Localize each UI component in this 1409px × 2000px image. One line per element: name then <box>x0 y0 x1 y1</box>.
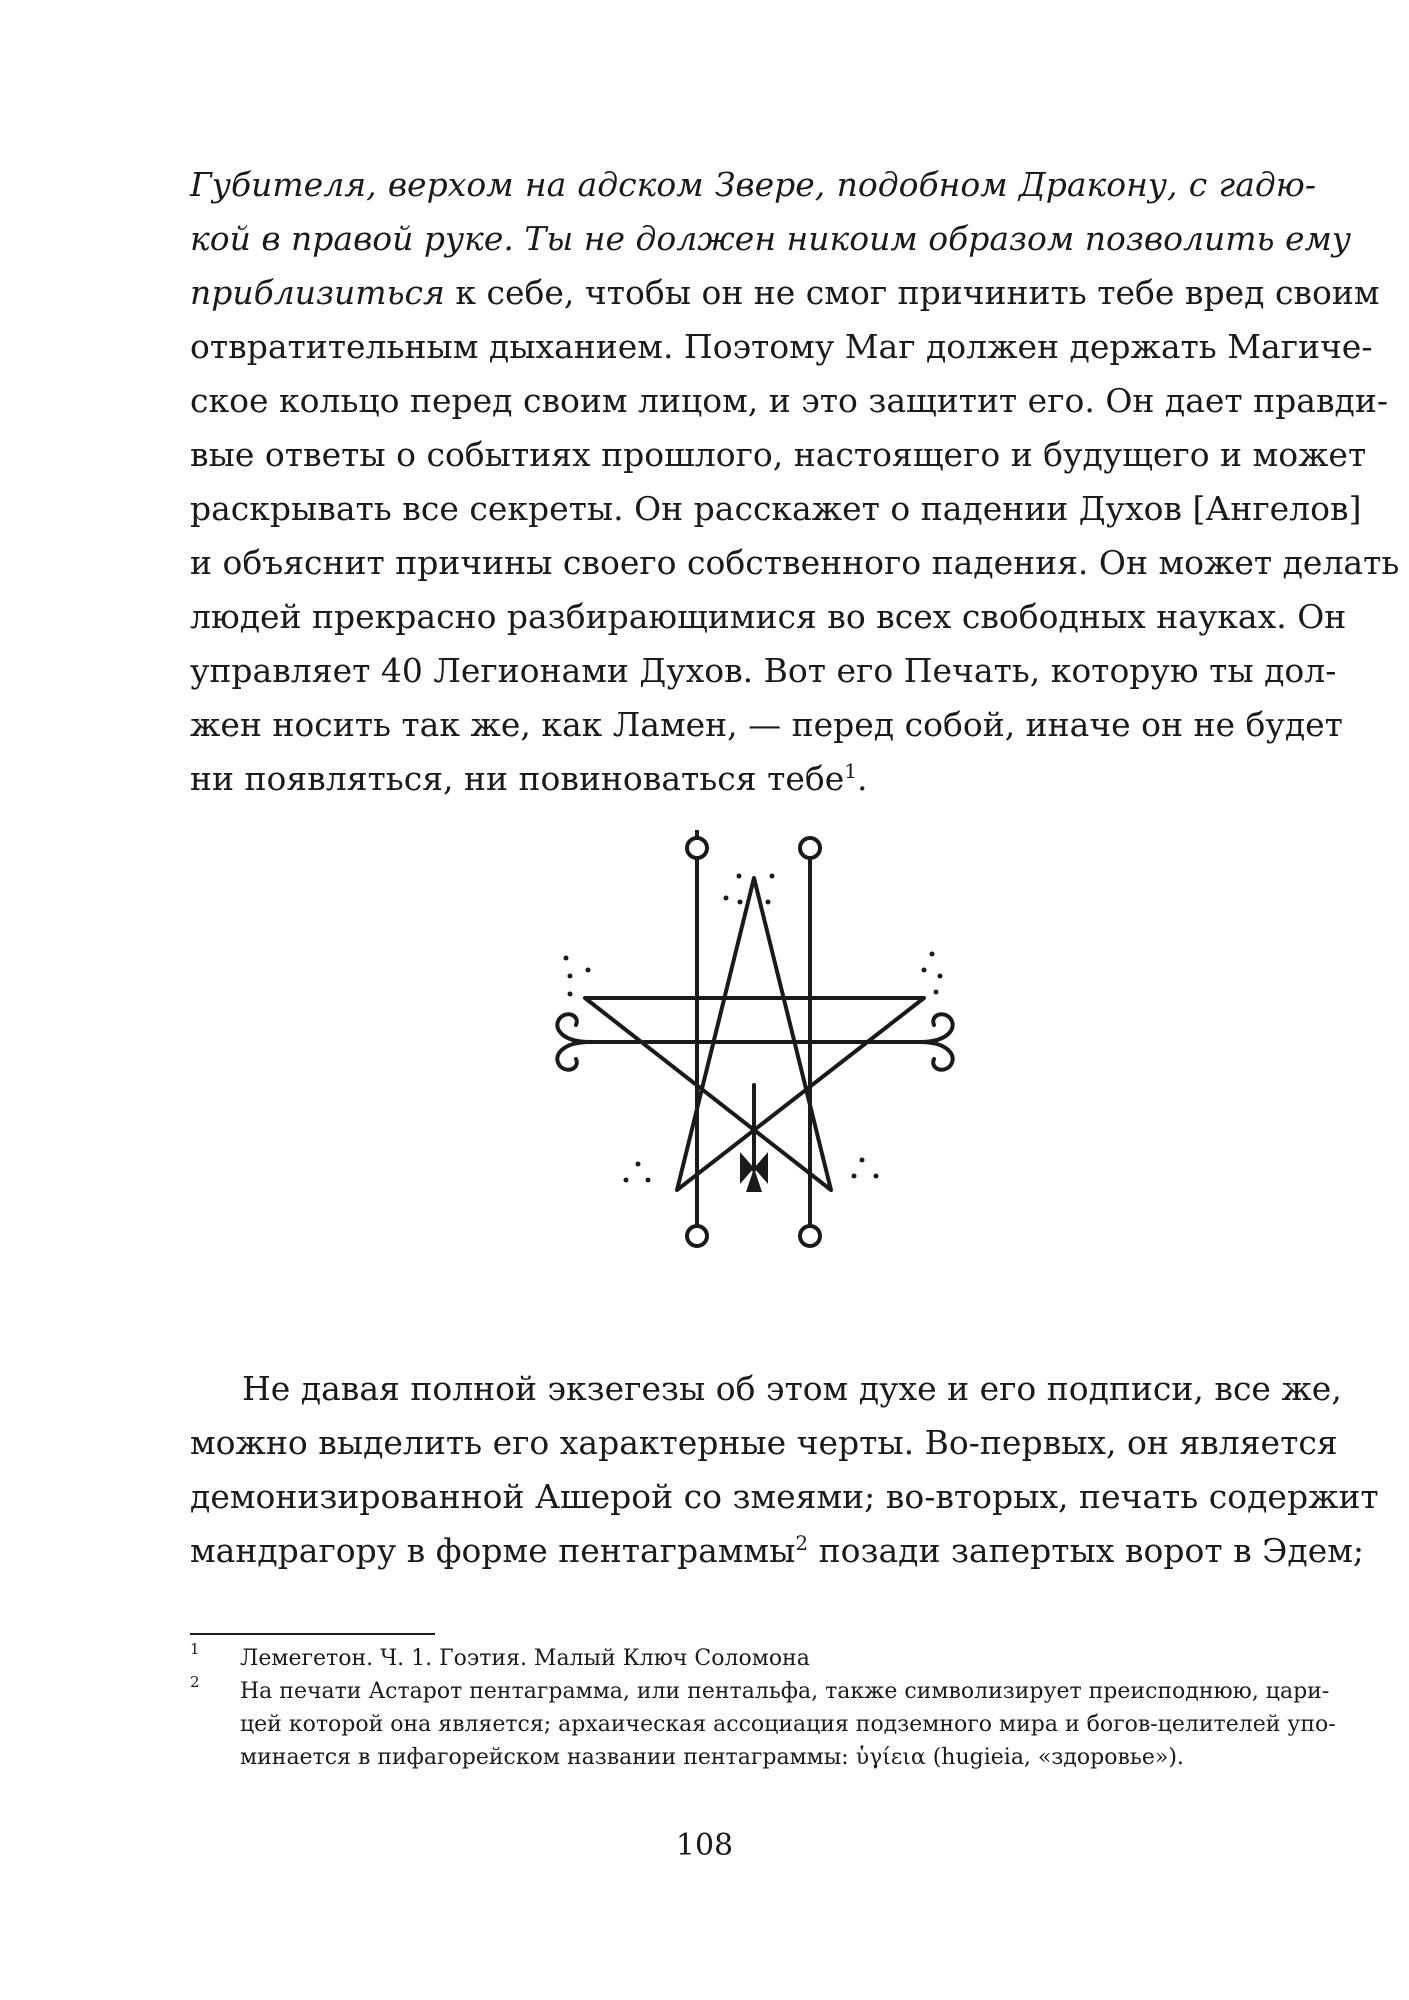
text-line: приблизиться к себе, чтобы он не смог причинить тебе вред своим <box>190 273 1380 312</box>
left-scroll <box>557 1014 590 1069</box>
ring-top-left <box>687 838 707 858</box>
footnote-text: Лемегетон. Ч. 1. Гоэтия. Малый Ключ Соломона <box>240 1646 810 1671</box>
footnote-rule <box>190 1633 435 1635</box>
text-line: ни появляться, ни повиноваться тебе$^1$. <box>190 759 868 798</box>
text-line: жен носить так же, как Ламен, — перед собой, иначе он не будет <box>190 705 1343 744</box>
text-line: Не давая полной экзегезы об этом духе и его подписи, все же, <box>242 1369 1342 1408</box>
astaroth-seal-illustration <box>540 830 970 1250</box>
paragraph-2 <box>190 1362 1379 1578</box>
footnote-2 <box>190 1673 1336 1774</box>
ring-top-right <box>800 838 820 858</box>
text-line: вые ответы о событиях прошлого, настоящего и будущего и может <box>190 435 1367 474</box>
right-scroll <box>920 1014 953 1069</box>
footnote-1 <box>190 1642 1316 1675</box>
footnote-text: На печати Астарот пентаграмма, или пентальфа, также символизирует преисподнюю, цари- <box>240 1679 1330 1704</box>
footnote-ref[interactable]: 1 <box>844 759 857 783</box>
footnote-number: 2 <box>190 1673 200 1691</box>
text-line: мандрагору в форме пентаграммы$^2$ позади запертых ворот в Эдем; <box>190 1531 1365 1570</box>
text-line: людей прекрасно разбирающимися во всех свободных науках. Он <box>190 597 1347 636</box>
footnote-number: 1 <box>190 1640 200 1658</box>
footnote-text: цей которой она является; архаическая ассоциация подземного мира и богов-целителей упо- <box>240 1712 1336 1737</box>
text-line: раскрывать все секреты. Он расскажет о падении Духов [Ангелов] <box>190 489 1362 528</box>
ring-bottom-left <box>687 1226 707 1246</box>
page-number: 108 <box>675 1828 734 1863</box>
text-line: управляет 40 Легионами Духов. Вот его Печать, которую ты дол- <box>190 651 1337 690</box>
footnote-text: минается в пифагорейском названии пентаграммы: ὑγίεια (hugieia, «здоровье»). <box>240 1745 1184 1770</box>
footnotes <box>190 1640 1336 1774</box>
text-line: и объяснит причины своего собственного падения. Он может делать <box>190 543 1400 582</box>
paragraph-1 <box>190 158 1400 806</box>
text-line: Губителя, верхом на адском Звере, подобном Дракону, с гадю- <box>190 165 1316 204</box>
footnote-ref[interactable]: 2 <box>795 1531 809 1555</box>
text-line: демонизированной Ашерой со змеями; во-вторых, печать содержит <box>190 1477 1379 1516</box>
text-line: ское кольцо перед своим лицом, и это защитит его. Он дает правди- <box>190 381 1388 420</box>
ring-bottom-right <box>800 1226 820 1246</box>
text-line: кой в правой руке. Ты не должен никоим образом позволить ему <box>190 219 1351 258</box>
text-line: отвратительным дыханием. Поэтому Маг должен держать Магиче- <box>190 327 1373 366</box>
text-line: можно выделить его характерные черты. Во-первых, он является <box>190 1423 1338 1462</box>
